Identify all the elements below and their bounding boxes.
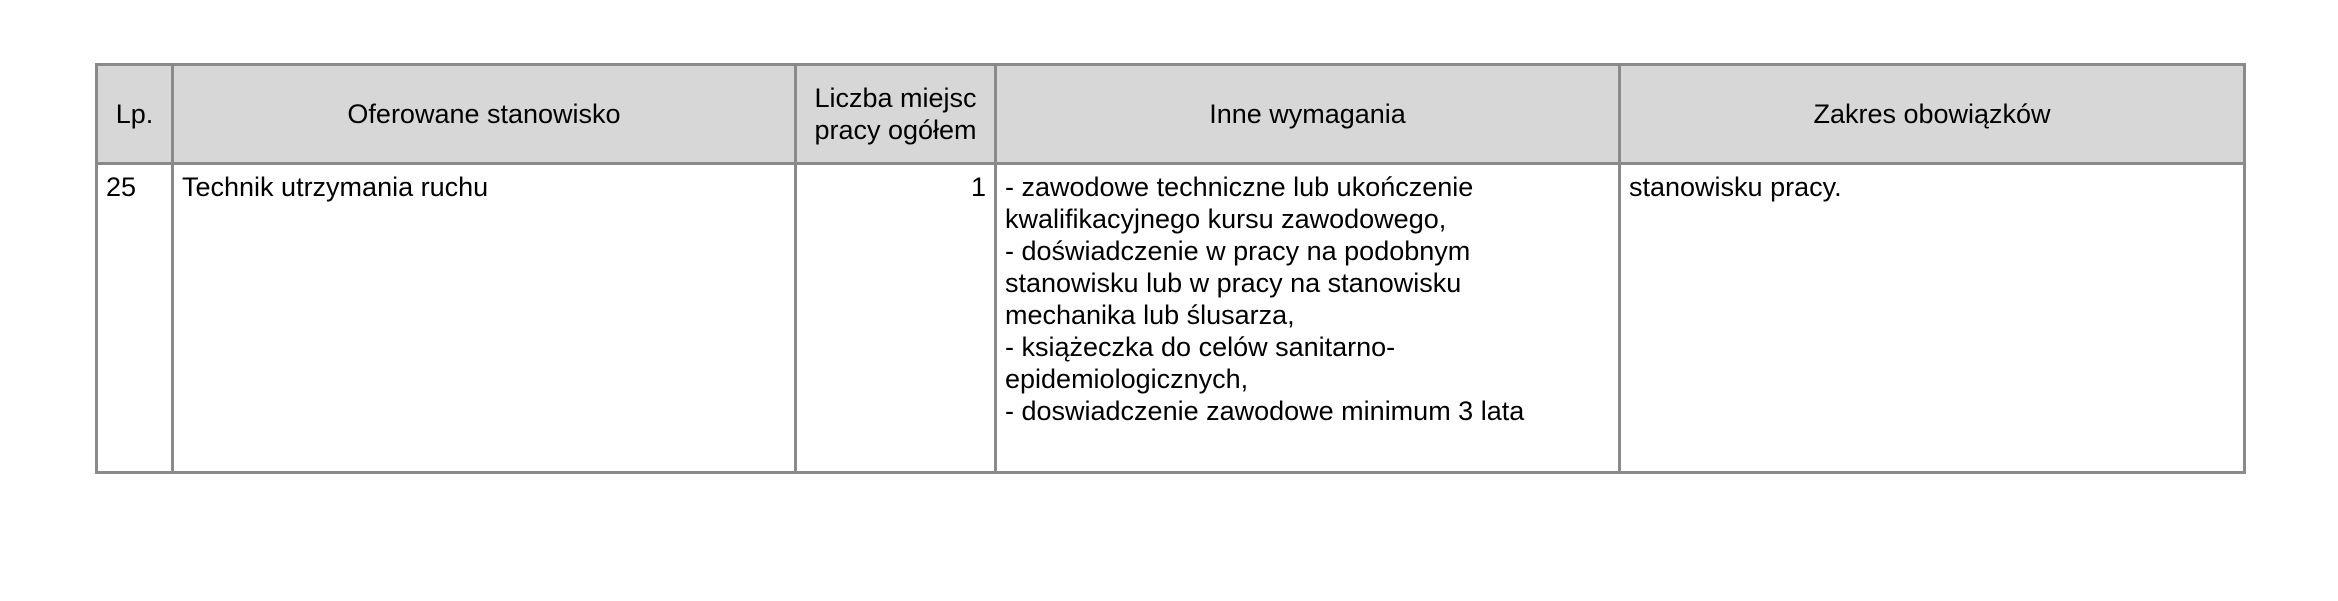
requirement-line: - doświadczenie w pracy na podobnym <box>1005 236 1471 266</box>
header-lp: Lp. <box>97 65 173 164</box>
requirement-line: mechanika lub ślusarza, <box>1005 300 1295 330</box>
header-places-line1: Liczba miejsc <box>814 83 977 113</box>
requirement-line: - książeczka do celów sanitarno- <box>1005 332 1396 362</box>
requirement-line: - zawodowe techniczne lub ukończenie <box>1005 172 1474 202</box>
header-requirements: Inne wymagania <box>996 65 1620 164</box>
header-places <box>796 65 996 164</box>
requirement-line: kwalifikacyjnego kursu zawodowego, <box>1005 204 1447 234</box>
job-offers-table <box>95 63 2246 474</box>
header-position: Oferowane stanowisko <box>173 65 796 164</box>
table-header-row <box>97 65 2245 164</box>
cell-lp: 25 <box>97 164 173 473</box>
cell-requirements <box>996 164 1620 473</box>
cell-position: Technik utrzymania ruchu <box>173 164 796 473</box>
requirement-line: stanowisku lub w pracy na stanowisku <box>1005 268 1462 298</box>
requirement-line: epidemiologicznych, <box>1005 364 1249 394</box>
cell-places: 1 <box>796 164 996 473</box>
header-duties: Zakres obowiązków <box>1620 65 2245 164</box>
cell-duties: stanowisku pracy. <box>1620 164 2245 473</box>
table-row <box>97 164 2245 473</box>
header-places-line2: pracy ogółem <box>814 115 977 145</box>
requirement-line: - doswiadczenie zawodowe minimum 3 lata <box>1005 396 1525 426</box>
